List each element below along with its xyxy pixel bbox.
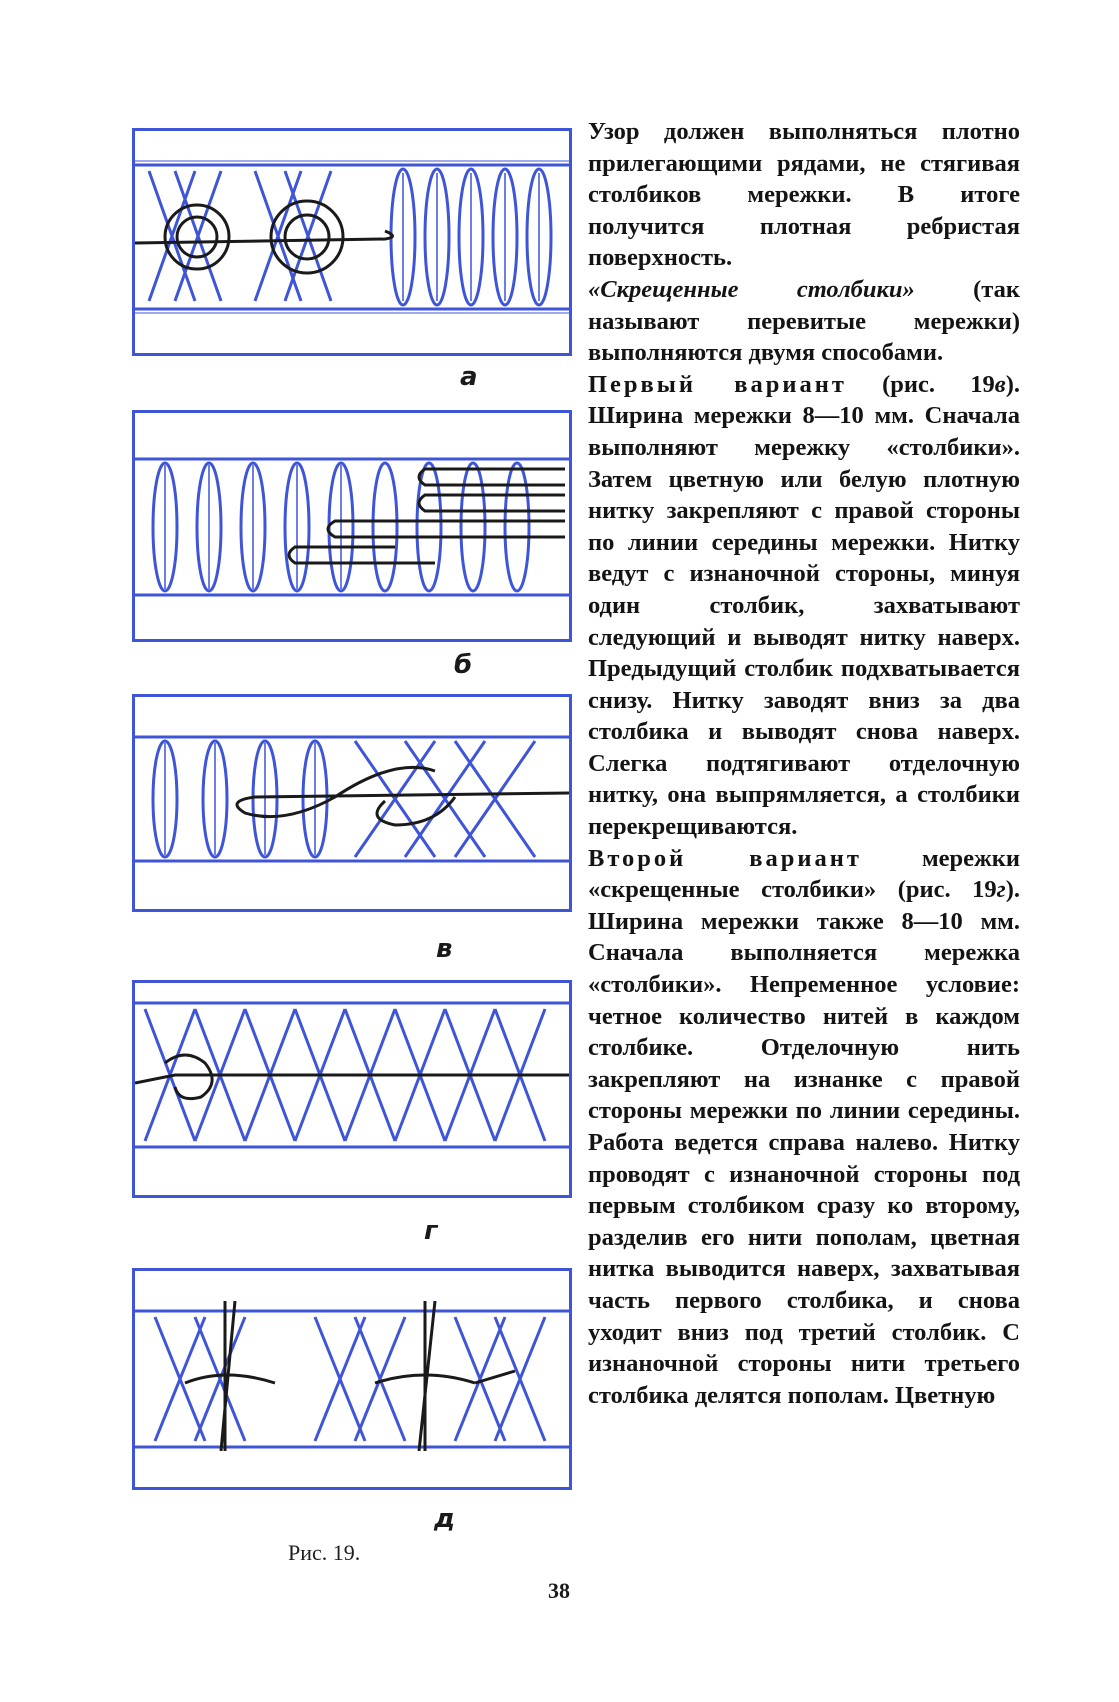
paragraph-2-italic: «Скрещенные столбики» bbox=[588, 275, 915, 303]
figure-panel-v bbox=[132, 694, 572, 912]
paragraph-4-ref-letter: г bbox=[996, 876, 1006, 904]
paragraph-3-lead: Первый вариант bbox=[588, 370, 847, 398]
paragraph-4-mid: мережки «скрещенные столбики» (рис. 19 bbox=[588, 844, 1021, 904]
panel-v-drawing bbox=[135, 697, 569, 909]
figure-panel-d bbox=[132, 1268, 572, 1490]
figure-panel-b bbox=[132, 410, 572, 642]
panel-g-letter: г bbox=[424, 1216, 438, 1246]
panel-a-letter: а bbox=[460, 362, 478, 392]
page-number: 38 bbox=[548, 1578, 570, 1603]
paragraph-2 bbox=[588, 274, 1020, 369]
paragraph-3-text: ). Ширина мережки 8—10 мм. Сначала выполняют мережку «столбики». Затем цветную или белую плотную нитку закрепляют с правой стороны по линии середины мережки. Нитку ведут с изнаночной стороны, минуя один столбик, захватывают следующий и выводят нитку наверх. Предыдущий столбик подхватывается снизу. Нитку заводят вниз за два столбика и выводят снова наверх. Слегка подтягивают отделочную нитку, она выпрямляется, а столбики перекрещиваются. bbox=[588, 370, 1020, 841]
panel-d-letter: д bbox=[434, 1504, 455, 1534]
figure-caption: Рис. 19. bbox=[288, 1540, 361, 1565]
paragraph-4-text: ). Ширина мережки также 8—10 мм. Сначала выполняется мережка «столбики». Непременное условие: четное количество нитей в каждом столбике. Отделочную нить закрепляют на изнанке с правой стороны мережки по линии середины. Работа ведется справа налево. Нитку проводят с изнаночной стороны под первым столбиком сразу ко второму, разделив его нити пополам, цветная нитка выводится наверх, захватывая часть первого столбика, и снова уходит вниз под третий столбик. С изнаночной стороны нити третьего столбика делятся пополам. Цветную bbox=[588, 876, 1020, 1409]
paragraph-3-ref: (рис. 19 bbox=[846, 370, 995, 398]
panel-d-drawing bbox=[135, 1271, 569, 1487]
paragraph-4-lead: Второй вариант bbox=[588, 844, 862, 872]
body-text bbox=[588, 116, 1020, 1411]
figure-panel-a bbox=[132, 128, 572, 356]
panel-a-drawing bbox=[135, 131, 569, 353]
paragraph-2-text: (так называют перевитые мережки) выполняются двумя способами. bbox=[588, 275, 1020, 367]
paragraph-1 bbox=[588, 116, 1020, 274]
paragraph-1-text: Узор должен выполняться плотно прилегающими рядами, не стягивая столбиков мережки. В итоге получится плотная ребристая поверхность. bbox=[588, 118, 1020, 272]
panel-g-drawing bbox=[135, 983, 569, 1195]
paragraph-3 bbox=[588, 369, 1020, 843]
panel-v-letter: в bbox=[436, 934, 453, 964]
paragraph-4 bbox=[588, 843, 1020, 1412]
figure-panel-g bbox=[132, 980, 572, 1198]
paragraph-3-ref-letter: в bbox=[994, 370, 1006, 398]
panel-b-drawing bbox=[135, 413, 569, 639]
panel-b-letter: б bbox=[454, 650, 473, 680]
